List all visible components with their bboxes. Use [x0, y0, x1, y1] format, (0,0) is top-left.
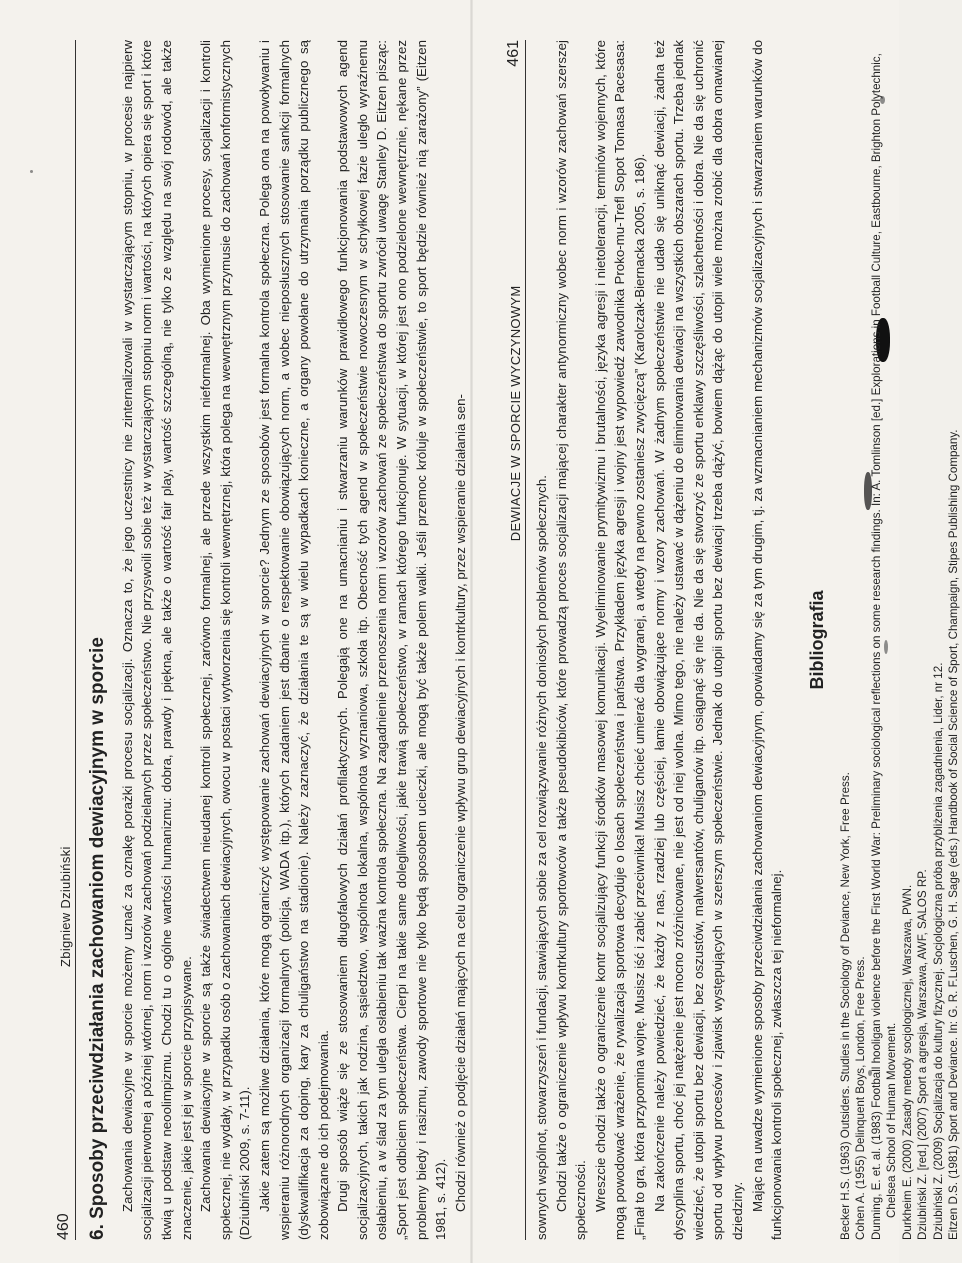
running-head-author: Zbigniew Dziubiński: [58, 846, 73, 967]
left-running-head: [55, 40, 76, 1240]
bibliography-entry: Cohen A. (1955) Delinquent Boys, London, Free Press.: [854, 956, 868, 1240]
right-page: [505, 40, 961, 1240]
page-number: 461: [505, 40, 522, 67]
right-running-head: [505, 40, 526, 1240]
paragraph: Jakie zatem są możliwe działania, które mogą ograniczyć występowanie zachowań dewiacyjnych w sporcie? Jednym ze sposobów jest formalna kontrola społeczna. Polega ona na powoływaniu i wspieraniu różnorodnych organizacji formalnych (policja, WADA itp.), których zadaniem jest dbanie o respektowanie obowiązujących norm, a wobec nieposłusznych stosowanie sankcji formalnych (dyskwalifikacja za doping, kary za chuligaństwo na stadionie). Należy zaznaczyć, że działania te są w wielu wypadkach konieczne, a organy powołane do utrzymania porządku publicznego są zobowiązane do ich podejmowania.: [256, 40, 331, 1240]
bibliography-entry: Dziubiński Z. [red.] (2007) Sport a agresja, Warszawa, AWF, SALOS RP.: [916, 869, 930, 1240]
bibliography-entry: Becker H.S. (1963) Outsiders. Studies in the Sociology of Deviance, New York, Free Press.: [838, 772, 852, 1240]
book-gutter: [470, 0, 473, 1263]
section-title: 6. Sposoby przeciwdziałania zachowaniom dewiacyjnym w sporcie: [87, 637, 108, 1240]
paragraph: Zachowania dewiacyjne w sporcie są także świadectwem nieudanej kontroli społecznej, zarówno formalnej, ale przede wszystkim nieformalnej. Oba wymienione procesy, socjalizacji i kontroli społecznej, nie wydały, w przypadku osób o zachowaniach dewiacyjnych, owocu w postaci wytworzenia się kontroli wewnętrznej, która polega na wewnętrznym przymusie do zachowań konformistycznych (Dziubiński 2009, s. 7-11).: [198, 40, 253, 1240]
running-head-title: DEWIACJE W SPORCIE WYCZYNOWYM: [508, 285, 523, 542]
paragraph: Drugi sposób wiąże się ze stosowaniem długofalowych działań profilaktycznych. Polegają one na umacnianiu i stwarzaniu warunków prawidłowego funkcjonowania podstawowych agend socjalizacyjnych, takich jak rodzina, sąsiedztwo, wspólnota lokalna, wspólnota wyznaniowa, szkoła itp. Obecność tych agend w społeczeństwie nowoczesnym w schyłkowej fazie uległo wyraźnemu osłabieniu, a w ślad za tym uległa osłabieniu tak ważna kontrola społeczna. Na zagadnienie przenoszenia norm i wzorów zachowań ze społeczeństwa do sportu zwrócił uwagę Stanley D. Eitzen pisząc: „Sport jest odbiciem społeczeństwa. Cierpi na takie same dolegliwości, jakie trawią społeczeństwo, w ramach którego funkcjonuje. W sytuacji, w której jest ono podzielone wewnętrznie, nękane przez problemy biedy i rasizmu, zawody sportowe nie tylko będą sposobem ucieczki, ale mogą być także polem walki. Jeśli przemoc króluje w społeczeństwie, to sport będzie również nią zarażony” (Eitzen 1981, s. 412).: [335, 40, 449, 1240]
paragraph: Chodzi również o podjęcie działań mających na celu ograniczenie wpływu grup dewiacyjnych i kontrkultury, przez wspieranie działania sen-: [452, 394, 468, 1212]
bibliography-entry: Dziubiński Z. (2009) Socjalizacja do kultury fizycznej. Socjologiczna próba przybliżenia zagadnienia, Lider, nr 12.: [931, 662, 945, 1240]
paragraph: Zachowania dewiacyjne w sporcie możemy uznać za oznakę porażki procesu socjalizacji. Oznacza to, że jego uczestnicy nie zinternalizowali w wystarczającym stopniu, w procesie najpierw socjalizacji pierwotnej a później wtórnej, norm i wzorów zachowań podzielanych przez społeczeństwo. Nie przyswoili sobie też w wystarczającym stopniu norm i wartości, na których opiera się sport i które tkwią u podstaw neoolimpizmu. Chodzi tu o ogólne wartości humanizmu: dobra, prawdy i piękna, ale także o wartość fair play, wartość szczególną, nie tylko ze względu na swój rodowód, ale także znaczenie, jakie jest jej w sporcie przypisywane.: [119, 40, 194, 1240]
paragraph: Mając na uwadze wymienione sposoby przeciwdziałania zachowaniom dewiacyjnym, opowiadamy się za tym drugim, tj. za wzmacnianiem mechanizmów socjalizacyjnych i stwarzaniem warunków do funkcjonowania kontroli społecznej, zwłaszcza tej nieformalnej.: [749, 40, 785, 1240]
paragraph: Na zakończenie należy powiedzieć, że każdy z nas, rzadziej lub częściej, łamie obowiązujące normy i wzory zachowań. W żadnym społeczeństwie nie udało się uniknąć dewiacji, żadna też dyscyplina sportu, choć jej natężenie jest mocno zróżnicowane, nie jest od niej wolna. Mimo tego, nie należy ustawać w dążeniu do eliminowania dewiacji na wszystkich obszarach sportu. Trzeba jednak wiedzieć, że utopii sportu bez dewiacji, bez oszustów, malwersantów, chuliganów itp. osiągnąć się nie da. Nie da się stworzyć ze sportu enklawy szczęśliwości, szlachetności i dobra. Nie da się uchronić sportu od wpływu procesów i zjawisk występujących w szerszym społeczeństwie. Jednak do utopii sportu bez dewiacji trzeba dążyć, bowiem dążąc do utopii wiele można zrobić dla dobra omawianej dziedziny.: [651, 40, 745, 1240]
scan-speck: [30, 170, 33, 173]
left-page: [55, 40, 468, 1240]
bibliography-entry: Durkheim E. (2000) Zasady metody socjologicznej, Warszawa, PWN.: [900, 884, 914, 1240]
paragraph: sownych wspólnot, stowarzyszeń i fundacji, stawiających sobie za cel rozwiązywanie różnych doniosłych problemów społecznych.: [534, 475, 549, 1240]
paragraph: Chodzi także o ograniczenie wpływu kontrkultury sportowców a także pseudokibiców, które prowadzą proces socjalizacji mającej charakter antynormiczny wobec norm i wzorów zachowań szerszej społeczności.: [553, 40, 589, 1240]
paragraph: Wreszcie chodzi także o ograniczenie kontr socjalizujący funkcji środków masowej komunikacji. Wyeliminowanie prymitywizmu i brutalności, języka agresji i nietolerancji, terminów wojennych, które mogą powodować wrażenie, że rywalizacja sportowa decyduje o losach społeczeństwa i państwa. Przykładem języka agresji i wojny jest wypowiedź zawodnika Proko-mu-Trefl Sopot Tomasa Pacesasa: „Finał to gra, która przypomina wojnę. Musisz iść i zabić przeciwnika! Musisz chcieć umierać dla wygranej, a wtedy na pewno zostaniesz zwycięzcą” (Karolczak-Biernacka 2005, s. 186).: [592, 40, 647, 1240]
bibliography-entry: Eitzen D.S. (1981) Sport and Deviance. In: G. R. F.Luschen, G. H. Sage (eds.) Handbook of Social Science of Sport, Champaign, Stipes Publishing Company.: [947, 429, 961, 1240]
page-number: 460: [55, 1213, 72, 1240]
bibliography-entry: Dunning, E. et. al. (1983) Football hooligan violence before the First World War: Preliminary sociological reflections on some research findings. In: A. Tomlinson [ed.] Explorations in Football Culture, Eastbourne, Brighton Polytechnic, Chelsea School of Human Movement.: [869, 53, 899, 1240]
bibliography-title: Bibliografia: [806, 590, 827, 690]
